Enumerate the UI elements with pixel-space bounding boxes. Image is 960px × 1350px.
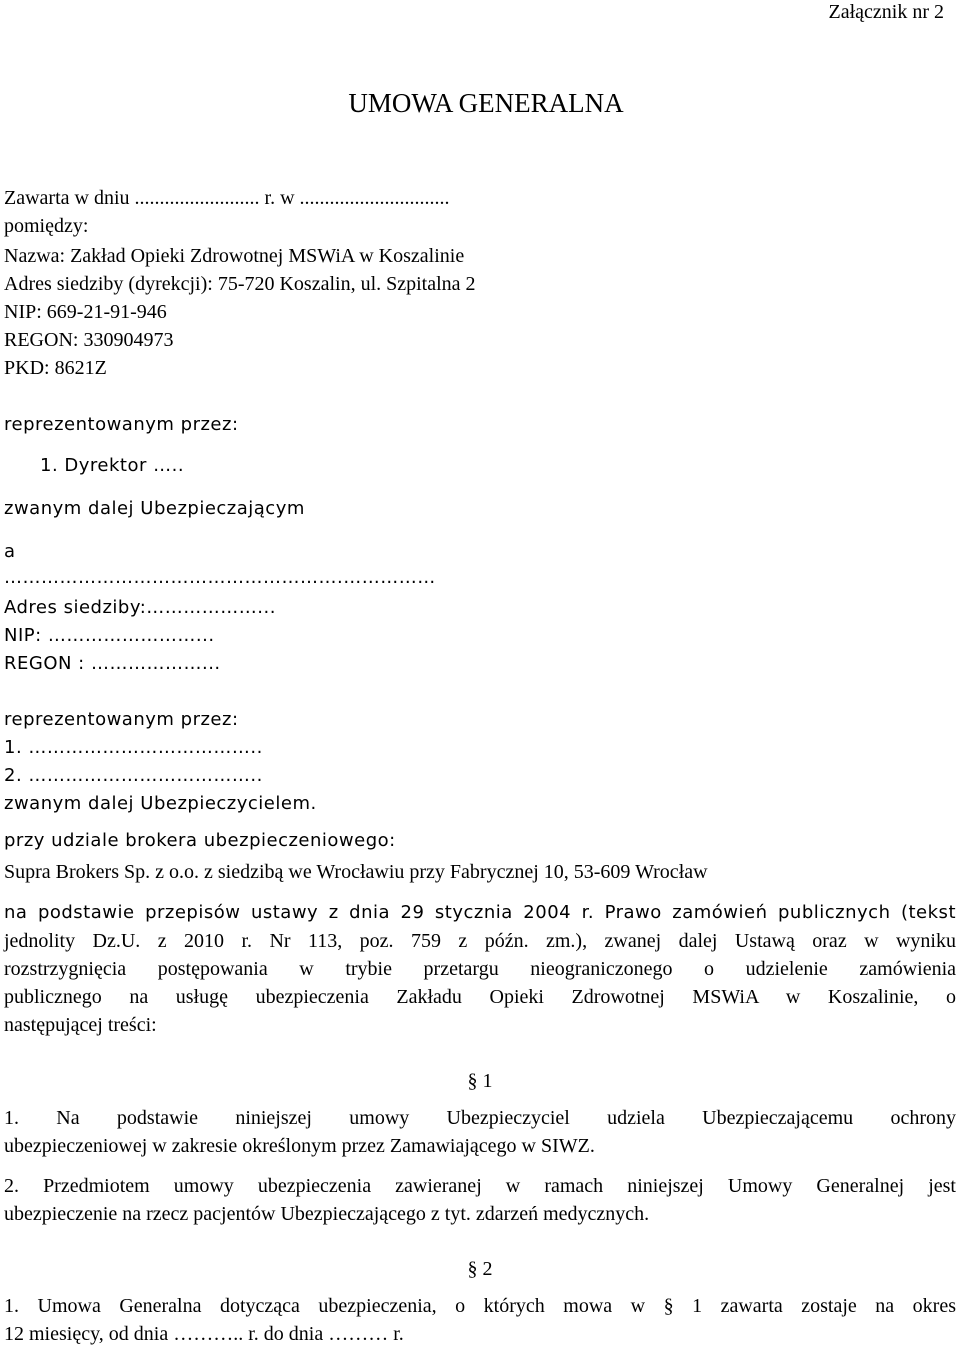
insured-alias: zwanym dalej Ubezpieczającym [4, 498, 305, 519]
annex-label: Załącznik nr 2 [828, 1, 944, 23]
document-title: UMOWA GENERALNA [348, 88, 624, 118]
section-1-paragraph-line: ubezpieczenie na rzecz pacjentów Ubezpieczającego z tyt. zdarzeń medycznych. [4, 1203, 650, 1225]
and-word: a [4, 541, 16, 562]
section-1-paragraph-line: 1. Na podstawie niniejszej umowy Ubezpieczyciel udziela Ubezpieczającemu ochrony [4, 1107, 956, 1129]
legal-paragraph-line: rozstrzygnięcia postępowania w trybie przetargu nieograniczonego o udzielenie zamówienia [4, 958, 956, 980]
section-1-paragraph-line: ubezpieczeniowej w zakresie określonym przez Zamawiającego w SIWZ. [4, 1135, 595, 1157]
legal-paragraph-line: jednolity Dz.U. z 2010 r. Nr 113, poz. 759 z późn. zm.), zwanej dalej Ustawą oraz w wyniku [4, 930, 956, 952]
legal-paragraph-line: publicznego na usługę ubezpieczenia Zakładu Opieki Zdrowotnej MSWiA w Koszalinie, o [4, 986, 956, 1008]
insurer-alias: zwanym dalej Ubezpieczycielem. [4, 793, 317, 814]
insurer-regon: REGON : ………………... [4, 653, 221, 674]
insurer-represented-by: reprezentowanym przez: [4, 709, 239, 730]
insurer-name-blank: ……………………………………………….…………… [4, 567, 436, 588]
intro-line: Zawarta w dniu ......................... r. w .............................. [4, 187, 450, 209]
section-2-paragraph-line: 12 miesięcy, od dnia ……….. r. do dnia ……… r. [4, 1323, 404, 1345]
intro-line: pomiędzy: [4, 215, 89, 237]
intro-line: REGON: 330904973 [4, 329, 174, 351]
insurer-nip: NIP: ……………………... [4, 625, 215, 646]
intro-line: NIP: 669-21-91-946 [4, 301, 167, 323]
intro-line: PKD: 8621Z [4, 357, 107, 379]
section-1-paragraph-line: 2. Przedmiotem umowy ubezpieczenia zawieranej w ramach niniejszej Umowy Generalnej jest [4, 1175, 956, 1197]
legal-paragraph-line: na podstawie przepisów ustawy z dnia 29 stycznia 2004 r. Prawo zamówień publicznych (tekst [4, 902, 956, 923]
broker-intro: przy udziale brokera ubezpieczeniowego: [4, 830, 396, 851]
insurer-rep-2: 2. ……………………………….. [4, 765, 263, 786]
section-2-paragraph-line: 1. Umowa Generalna dotycząca ubezpieczenia, o których mowa w § 1 zawarta zostaje na okres [4, 1295, 956, 1317]
section-2-heading: § 2 [467, 1258, 493, 1280]
section-1-heading: § 1 [467, 1070, 493, 1092]
broker-line: Supra Brokers Sp. z o.o. z siedzibą we Wrocławiu przy Fabrycznej 10, 53-609 Wrocław [4, 861, 708, 883]
director-line: 1. Dyrektor ….. [40, 455, 185, 476]
intro-line: Adres siedziby (dyrekcji): 75-720 Koszalin, ul. Szpitalna 2 [4, 273, 476, 295]
insurer-address: Adres siedziby:………………... [4, 597, 276, 618]
intro-line: Nazwa: Zakład Opieki Zdrowotnej MSWiA w Koszalinie [4, 245, 465, 267]
legal-paragraph-line: następującej treści: [4, 1014, 157, 1036]
represented-by-label: reprezentowanym przez: [4, 414, 239, 435]
insurer-rep-1: 1. ……………………………….. [4, 737, 263, 758]
